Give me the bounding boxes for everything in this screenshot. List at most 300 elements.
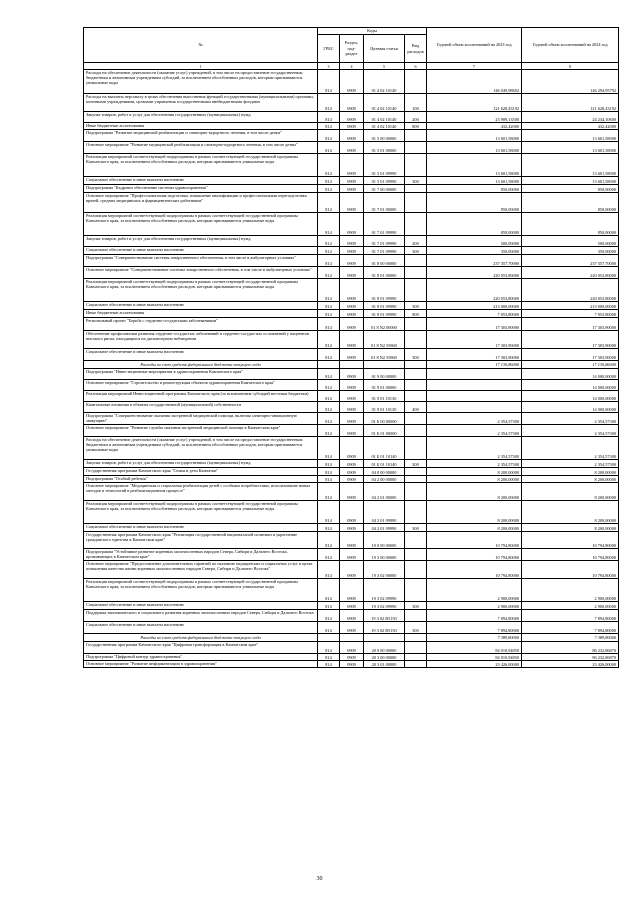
row-amount-2023: 146 049,98692 [427, 70, 522, 94]
table-row [84, 185, 619, 193]
row-target-article: 01 Б 01 00000 [364, 425, 405, 437]
row-description: Социальное обеспечение и иные выплаты населению [84, 524, 318, 532]
row-amount-2023: 13 601,58000 [427, 177, 522, 185]
row-expense-type [405, 154, 427, 177]
row-target-article: 04 2 01 09990 [364, 501, 405, 524]
row-amount-2024: 17 303,90000 [522, 318, 619, 331]
row-section-code: 0909 [340, 94, 364, 112]
row-target-article: 01 8 01 09990 [364, 310, 405, 318]
row-amount-2024: 14 000,00000 [522, 380, 619, 391]
row-section-code: 0909 [340, 437, 364, 460]
row-description: Основное мероприятие "Развитие медицинской реабилитации и санаторно-курортного лечения, в том числе детям" [84, 142, 318, 154]
row-description: Основное мероприятие "Развитие информатизации в здравоохранении" [84, 661, 318, 668]
row-description: Обеспечение профилактики развития сердечно-сосудистых заболеваний и сердечно-сосудистых осложнений у пациентов высокого риска, находящихся на диспансерном наблюдении [84, 331, 318, 349]
column-index-row [84, 63, 619, 70]
row-target-article: 01 8 01 00000 [364, 267, 405, 279]
row-grbs-code: 814 [318, 193, 340, 213]
table-row [84, 561, 619, 579]
row-target-article: 19 3 02 R5150 [364, 610, 405, 622]
row-target-article: 01 7 01 00000 [364, 193, 405, 213]
row-expense-type: 300 [405, 622, 427, 634]
row-amount-2024: 86 232,86870 [522, 642, 619, 654]
table-row [84, 213, 619, 236]
row-amount-2024: 8 200,00000 [522, 524, 619, 532]
row-section-code [340, 634, 364, 642]
row-description: Расходы за счет средств федерального бюджета текущего года [84, 634, 318, 642]
row-amount-2023: 13 601,58000 [427, 130, 522, 142]
row-section-code: 0909 [340, 247, 364, 255]
row-expense-type [405, 579, 427, 602]
row-amount-2023: 2 900,00000 [427, 602, 522, 610]
table-row [84, 579, 619, 602]
budget-table [83, 27, 619, 668]
row-grbs-code: 814 [318, 476, 340, 483]
row-amount-2023: 8 200,00000 [427, 476, 522, 483]
row-target-article: 01 9 01 00000 [364, 380, 405, 391]
row-target-article: 01 9 01 10130 [364, 391, 405, 402]
row-section-code: 0909 [340, 267, 364, 279]
row-target-article: 01 8 00 00000 [364, 255, 405, 267]
row-description: Реализация мероприятий соответствующей подпрограммы в рамках соответствующей государственной программы Камчатского края, за исключением обособленных расходов, которым присваиваются уникальные коды [84, 213, 318, 236]
row-description: Государственная программа Камчатского края "Цифровая трансформация в Камчатском крае" [84, 642, 318, 654]
row-section-code: 0909 [340, 349, 364, 361]
column-index: 8 [522, 63, 619, 70]
table-row [84, 661, 619, 668]
row-target-article: 19 3 02 R5150 [364, 622, 405, 634]
row-expense-type [405, 654, 427, 661]
row-grbs-code: 814 [318, 267, 340, 279]
row-amount-2024: 146 294,95792 [522, 70, 619, 94]
row-amount-2024: 2 900,00000 [522, 579, 619, 602]
row-description: Капитальные вложения в объекты государственной (муниципальной) собственности [84, 402, 318, 413]
row-description: Социальное обеспечение и иные выплаты населению [84, 349, 318, 361]
row-target-article: 19 3 00 00000 [364, 549, 405, 561]
table-row [84, 302, 619, 310]
row-grbs-code: 814 [318, 661, 340, 668]
row-grbs-code: 814 [318, 185, 340, 193]
table-row [84, 402, 619, 413]
table-row [84, 177, 619, 185]
row-description: Реализация мероприятий соответствующей подпрограммы в рамках соответствующей государственной программы Камчатского края, за исключением обособленных расходов, которым присваиваются уникальные коды [84, 579, 318, 602]
table-row [84, 549, 619, 561]
row-grbs-code: 814 [318, 425, 340, 437]
row-section-code: 0909 [340, 661, 364, 668]
row-grbs-code: 814 [318, 369, 340, 380]
table-row [84, 524, 619, 532]
row-grbs-code: 814 [318, 318, 340, 331]
row-section-code: 0909 [340, 654, 364, 661]
row-expense-type [405, 331, 427, 349]
row-grbs-code: 814 [318, 123, 340, 130]
row-grbs-code: 814 [318, 622, 340, 634]
row-section-code: 0909 [340, 380, 364, 391]
row-target-article [364, 361, 405, 369]
row-target-article: 04 0 00 00000 [364, 468, 405, 476]
table-body [84, 70, 619, 668]
row-description: Социальное обеспечение и иные выплаты населению [84, 247, 318, 255]
budget-table-sheet [83, 27, 618, 668]
row-amount-2024: 17 130,86000 [522, 361, 619, 369]
row-grbs-code: 814 [318, 402, 340, 413]
table-row [84, 634, 619, 642]
row-grbs-code: 814 [318, 279, 340, 302]
table-row [84, 267, 619, 279]
row-amount-2024: 10 794,80000 [522, 561, 619, 579]
row-target-article: 01 9 01 10130 [364, 402, 405, 413]
row-section-code: 0909 [340, 501, 364, 524]
row-description: Подпрограмма "Цифровой контур здравоохранения" [84, 654, 318, 661]
row-section-code: 0909 [340, 123, 364, 130]
row-target-article: 04 2 00 00000 [364, 476, 405, 483]
table-row [84, 413, 619, 425]
row-expense-type [405, 476, 427, 483]
row-amount-2023: 17 303,90000 [427, 349, 522, 361]
row-target-article: 04 2 01 00000 [364, 483, 405, 501]
row-target-article: 20 3 01 00000 [364, 661, 405, 668]
row-description: Расходы на выплаты персоналу в целях обеспечения выполнения функций государственными (муниципальными) органами, казенными учреждениями, органами управления государственными внебюджетными фондами [84, 94, 318, 112]
row-amount-2024: 8 200,00000 [522, 483, 619, 501]
header-grbs: ГРБС [318, 35, 340, 63]
row-target-article: 01 8 N2 55860 [364, 331, 405, 349]
row-amount-2023: 17 303,90000 [427, 331, 522, 349]
row-section-code: 0909 [340, 579, 364, 602]
row-section-code: 0909 [340, 255, 364, 267]
row-amount-2023: 2 354,57300 [427, 437, 522, 460]
table-row [84, 476, 619, 483]
row-grbs-code: 814 [318, 255, 340, 267]
table-row [84, 425, 619, 437]
row-expense-type [405, 213, 427, 236]
row-target-article: 01 7 01 09990 [364, 247, 405, 255]
row-amount-2023: 500,00000 [427, 236, 522, 247]
table-row [84, 610, 619, 622]
row-section-code: 0909 [340, 236, 364, 247]
row-amount-2023: 10 794,80000 [427, 561, 522, 579]
row-expense-type [405, 413, 427, 425]
row-description: Основное мероприятие "Предоставление дополнительных гарантий по оказанию медицинских и социальных услуг в целях повышения качества жизни коренных малочисленных народов Севера, Сибири и Дальнего Востока" [84, 561, 318, 579]
row-description: Реализация мероприятий соответствующей подпрограммы в рамках соответствующей государственной программы Камчатского края, за исключением обособленных расходов, которым присваиваются уникальные коды [84, 501, 318, 524]
row-grbs-code [318, 361, 340, 369]
row-amount-2023: 23 426,00000 [427, 661, 522, 668]
row-amount-2023: 84 010,94850 [427, 642, 522, 654]
row-amount-2024: 86 232,86870 [522, 654, 619, 661]
row-description: Иные бюджетные ассигнования [84, 123, 318, 130]
row-section-code: 0909 [340, 532, 364, 549]
row-amount-2023: 213 000,00000 [427, 302, 522, 310]
row-grbs-code: 814 [318, 130, 340, 142]
row-grbs-code: 814 [318, 501, 340, 524]
row-amount-2024: 13 601,58000 [522, 130, 619, 142]
row-amount-2023: 432,42000 [427, 123, 522, 130]
row-grbs-code: 814 [318, 654, 340, 661]
row-amount-2024: 14 000,00000 [522, 391, 619, 402]
row-grbs-code: 814 [318, 154, 340, 177]
row-amount-2023: 8 200,00000 [427, 501, 522, 524]
row-section-code [340, 361, 364, 369]
row-amount-2024: 13 601,58000 [522, 142, 619, 154]
row-expense-type [405, 142, 427, 154]
row-target-article: 01 5 00 00000 [364, 130, 405, 142]
row-amount-2023: 7 894,80000 [427, 622, 522, 634]
row-description: Реализация мероприятий соответствующей подпрограммы в рамках соответствующей государственной программы Камчатского края, за исключением обособленных расходов, которым присваиваются уникальные коды [84, 154, 318, 177]
header-vr: Вид расходов [405, 35, 427, 63]
table-row [84, 369, 619, 380]
row-expense-type [405, 483, 427, 501]
table-row [84, 130, 619, 142]
table-row [84, 460, 619, 468]
row-section-code: 0909 [340, 425, 364, 437]
row-target-article [364, 634, 405, 642]
row-description: Основное мероприятие "Развитие службы оказания экстренной медицинской помощи в Камчатском крае" [84, 425, 318, 437]
row-expense-type [405, 391, 427, 402]
row-target-article: 01 4 02 10140 [364, 123, 405, 130]
row-amount-2024: 2 354,57300 [522, 425, 619, 437]
row-expense-type [405, 501, 427, 524]
row-section-code: 0909 [340, 402, 364, 413]
header-cst: Целевая статья [364, 35, 405, 63]
row-section-code: 0909 [340, 622, 364, 634]
row-grbs-code: 814 [318, 331, 340, 349]
row-expense-type: 400 [405, 402, 427, 413]
row-section-code: 0909 [340, 177, 364, 185]
row-description: Государственная программа Камчатского края "Семья и дети Камчатки" [84, 468, 318, 476]
row-amount-2024: 2 354,57300 [522, 437, 619, 460]
row-description: Подпрограмма "Инвестиционные мероприятия в здравоохранении Камчатского края" [84, 369, 318, 380]
row-target-article: 01 7 01 09990 [364, 236, 405, 247]
page-number: 30 [316, 876, 323, 882]
row-expense-type: 800 [405, 310, 427, 318]
row-description: Подпрограмма "Совершенствование системы лекарственного обеспечения, в том числе в амбулаторных условиях" [84, 255, 318, 267]
row-grbs-code: 814 [318, 247, 340, 255]
row-amount-2023: 2 354,57300 [427, 425, 522, 437]
row-amount-2024: 14 000,00000 [522, 369, 619, 380]
row-description: Закупка товаров, работ и услуг для обеспечения государственных (муниципальных) нужд [84, 460, 318, 468]
row-expense-type: 300 [405, 349, 427, 361]
row-section-code: 0909 [340, 130, 364, 142]
table-row [84, 642, 619, 654]
row-target-article: 01 7 00 00000 [364, 185, 405, 193]
header-2023: Годовой объем ассигнований на 2023 год [427, 28, 522, 63]
row-description: Социальное обеспечение и иные выплаты населению [84, 302, 318, 310]
row-section-code: 0909 [340, 318, 364, 331]
row-expense-type: 300 [405, 177, 427, 185]
row-amount-2023: 17 303,90000 [427, 318, 522, 331]
table-row [84, 331, 619, 349]
row-expense-type [405, 130, 427, 142]
row-grbs-code: 814 [318, 549, 340, 561]
row-grbs-code: 814 [318, 391, 340, 402]
column-index: 5 [364, 63, 405, 70]
row-amount-2023: 13 601,58000 [427, 154, 522, 177]
row-expense-type [405, 380, 427, 391]
row-section-code: 0909 [340, 602, 364, 610]
row-description: Расходы за счет средств федерального бюджета текущего года [84, 361, 318, 369]
row-amount-2023 [427, 369, 522, 380]
row-target-article: 01 4 02 10140 [364, 70, 405, 94]
row-section-code: 0909 [340, 369, 364, 380]
row-amount-2024: 7 894,80000 [522, 622, 619, 634]
row-expense-type [405, 279, 427, 302]
row-amount-2023: 237 357,70000 [427, 255, 522, 267]
row-amount-2024: 10 794,80000 [522, 532, 619, 549]
table-row [84, 154, 619, 177]
row-amount-2023: 10 794,80000 [427, 549, 522, 561]
row-expense-type [405, 561, 427, 579]
row-amount-2023: 17 130,86000 [427, 361, 522, 369]
header-codes: Коды [318, 28, 427, 35]
table-row [84, 483, 619, 501]
row-target-article: 01 8 01 09990 [364, 302, 405, 310]
row-section-code: 0909 [340, 549, 364, 561]
table-row [84, 193, 619, 213]
row-target-article: 04 2 01 09990 [364, 524, 405, 532]
row-grbs-code: 814 [318, 349, 340, 361]
row-target-article: 19 3 02 09990 [364, 602, 405, 610]
row-section-code: 0909 [340, 483, 364, 501]
row-description: Реализация мероприятий Инвестиционной программы Камчатского края (за исключением субсидий местным бюджетам) [84, 391, 318, 402]
row-amount-2024: 350,00000 [522, 247, 619, 255]
row-section-code: 0909 [340, 476, 364, 483]
row-amount-2023: 7 894,80000 [427, 610, 522, 622]
row-amount-2024: 213 000,00000 [522, 302, 619, 310]
row-section-code: 0909 [340, 468, 364, 476]
row-expense-type: 100 [405, 94, 427, 112]
table-row [84, 142, 619, 154]
row-amount-2023: 2 354,57300 [427, 460, 522, 468]
row-grbs-code: 814 [318, 112, 340, 123]
row-description: Расходы на обеспечение деятельности (оказание услуг) учреждений, в том числе на предоставление государственным бюджетным и автономным учреждениям субсидий, за исключением обособленных расходов, которым присваиваются уникальные коды [84, 437, 318, 460]
row-amount-2024: 500,00000 [522, 236, 619, 247]
row-target-article: 01 Б 01 10140 [364, 460, 405, 468]
row-amount-2024: 17 303,90000 [522, 349, 619, 361]
row-expense-type [405, 425, 427, 437]
table-row [84, 361, 619, 369]
row-amount-2024: 2 354,57300 [522, 460, 619, 468]
row-amount-2024: 237 357,70000 [522, 255, 619, 267]
row-amount-2024: 7 894,80000 [522, 610, 619, 622]
row-grbs-code: 814 [318, 437, 340, 460]
row-expense-type [405, 642, 427, 654]
header-row-1 [84, 28, 619, 35]
row-grbs-code: 814 [318, 302, 340, 310]
row-section-code: 0909 [340, 391, 364, 402]
row-grbs-code: 814 [318, 380, 340, 391]
header-2024: Годовой объем ассигнований на 2024 год [522, 28, 619, 63]
row-description: Социальное обеспечение и иные выплаты населению [84, 622, 318, 634]
row-amount-2023: 7 389,80000 [427, 634, 522, 642]
row-amount-2024: 14 000,00000 [522, 402, 619, 413]
row-amount-2023: 850,00000 [427, 185, 522, 193]
row-amount-2023 [427, 380, 522, 391]
row-amount-2024: 24 234,10600 [522, 112, 619, 123]
row-amount-2024: 17 303,90000 [522, 331, 619, 349]
row-amount-2024: 10 794,80000 [522, 549, 619, 561]
table-row [84, 622, 619, 634]
row-amount-2024: 7 053,80000 [522, 310, 619, 318]
row-section-code: 0909 [340, 185, 364, 193]
row-amount-2024: 8 200,00000 [522, 476, 619, 483]
table-row [84, 94, 619, 112]
row-expense-type [405, 267, 427, 279]
row-description: Расходы на обеспечение деятельности (оказание услуг) учреждений, в том числе на предоставление государственным бюджетным и автономным учреждениям субсидий, за исключением обособленных расходов, которым присваиваются уникальные коды [84, 70, 318, 94]
row-amount-2023: 13 601,58000 [427, 142, 522, 154]
column-index: 6 [405, 63, 427, 70]
row-amount-2024: 850,00000 [522, 193, 619, 213]
row-description: Реализация мероприятий соответствующей подпрограммы в рамках соответствующей государственной программы Камчатского края, за исключением обособленных расходов, которым присваиваются уникальные коды [84, 279, 318, 302]
row-description: Региональный проект "Борьба с сердечно-сосудистыми заболеваниями" [84, 318, 318, 331]
row-description: Подпрограмма "Совершенствование оказания экстренной медицинской помощи, включая санитарно-авиационную эвакуацию" [84, 413, 318, 425]
row-expense-type [405, 468, 427, 476]
row-expense-type: 200 [405, 236, 427, 247]
table-row [84, 602, 619, 610]
row-amount-2024: 8 200,00000 [522, 501, 619, 524]
row-target-article: 01 5 01 09990 [364, 154, 405, 177]
row-amount-2024: 220 053,80000 [522, 267, 619, 279]
row-grbs-code: 814 [318, 70, 340, 94]
row-amount-2023: 7 053,80000 [427, 310, 522, 318]
row-expense-type [405, 634, 427, 642]
row-target-article: 01 4 02 10140 [364, 94, 405, 112]
row-amount-2024: 850,00000 [522, 185, 619, 193]
row-description: Закупка товаров, работ и услуг для обеспечения государственных (муниципальных) нужд [84, 112, 318, 123]
row-amount-2024: 121 628,43192 [522, 94, 619, 112]
row-section-code: 0909 [340, 213, 364, 236]
row-description: Закупка товаров, работ и услуг для обеспечения государственных (муниципальных) нужд [84, 236, 318, 247]
table-row [84, 349, 619, 361]
row-amount-2023: 220 053,80000 [427, 279, 522, 302]
row-amount-2024: 23 426,00000 [522, 661, 619, 668]
table-row [84, 112, 619, 123]
row-target-article: 01 Б 00 00000 [364, 413, 405, 425]
row-section-code: 0909 [340, 279, 364, 302]
row-description: Подпрограмма "Особый ребенок" [84, 476, 318, 483]
row-expense-type [405, 549, 427, 561]
row-grbs-code: 814 [318, 483, 340, 501]
row-amount-2023: 2 900,00000 [427, 579, 522, 602]
row-amount-2024: 8 200,00000 [522, 468, 619, 476]
row-grbs-code: 814 [318, 213, 340, 236]
table-row [84, 501, 619, 524]
row-description: Подпрограмма "Кадровое обеспечение системы здравоохранения" [84, 185, 318, 193]
row-expense-type [405, 318, 427, 331]
row-grbs-code: 814 [318, 468, 340, 476]
row-grbs-code: 814 [318, 524, 340, 532]
table-row [84, 391, 619, 402]
row-section-code: 0909 [340, 610, 364, 622]
row-expense-type [405, 255, 427, 267]
row-grbs-code: 814 [318, 579, 340, 602]
row-amount-2024: 2 354,57300 [522, 413, 619, 425]
row-description: Подпрограмма "Устойчивое развитие коренных малочисленных народов Севера, Сибири и Дальнего Востока, проживающих в Камчатском крае" [84, 549, 318, 561]
row-section-code: 0909 [340, 154, 364, 177]
row-section-code: 0909 [340, 413, 364, 425]
row-grbs-code: 814 [318, 142, 340, 154]
row-expense-type [405, 193, 427, 213]
row-target-article: 19 3 02 09990 [364, 579, 405, 602]
row-description: Иные бюджетные ассигнования [84, 310, 318, 318]
column-index: 4 [340, 63, 364, 70]
row-expense-type [405, 437, 427, 460]
row-amount-2024: 13 601,58000 [522, 177, 619, 185]
row-description: Основное мероприятие "Профессиональная подготовка, повышение квалификации и профессиональная переподготовка врачей, средних медицинских и фармацевтических работников" [84, 193, 318, 213]
row-target-article: 20 0 00 00000 [364, 642, 405, 654]
row-expense-type [405, 610, 427, 622]
row-grbs-code: 814 [318, 532, 340, 549]
row-expense-type: 300 [405, 524, 427, 532]
row-amount-2024: 850,00000 [522, 213, 619, 236]
row-amount-2023 [427, 391, 522, 402]
row-amount-2024: 432,42000 [522, 123, 619, 130]
